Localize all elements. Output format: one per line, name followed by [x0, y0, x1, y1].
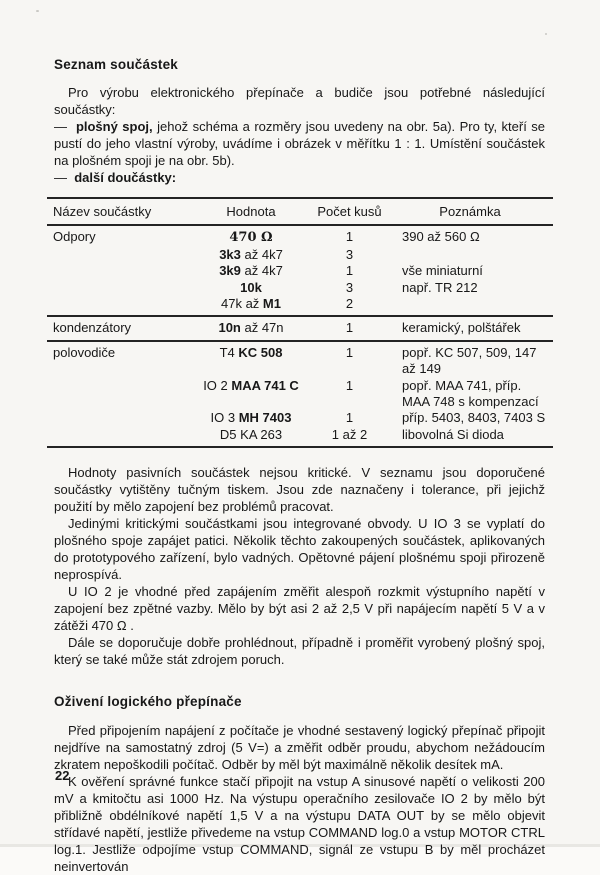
count-cell: 1 [345, 320, 354, 336]
table-group-odpory [47, 226, 553, 317]
column-header-poznamka: Poznámka [439, 204, 501, 219]
scan-speck [36, 10, 39, 12]
count-cell: 2 [345, 296, 354, 312]
list-item-plosny-spoj [54, 118, 545, 169]
count-cell: 1 [345, 344, 354, 360]
paragraph-k-overeni: K ověření správné funkce stačí připojit na vstup A sinusové napětí o velikosti 200 mV a kmitočtu asi 1000 Hz. Na výstupu operačního zesilovače IO 2 by mělo být přibližně obdélníkové napětí 1,5 V a na výstupu DATA OUT by se mělo objevit střídavé napětí, jestliže přivedeme na vstup COMMAND log.0 a vstup MOTOR CTRL log.1. Jestliže odpojíme vstup COMMAND, signál ze vstupu B by měl procházet neinvertován [54, 774, 545, 875]
paragraph-pred-pripojenim: Před připojením napájení z počítače je vhodné sestavený logický přepínač připojit nejdříve na samostatný zdroj (5 V=) a změřit odběr proudu, abychom nežádoucím zkratem nepoškodili počítač. Odběr by měl být maximálně několik desítek mA. [54, 723, 545, 773]
note-cell: popř. KC 507, 509, 147 až 149 [402, 344, 537, 377]
note-cell: 390 až 560 Ω [402, 229, 480, 245]
column-header-nazev: Název součástky [53, 204, 152, 219]
value-cell: 10n až 47n [218, 320, 284, 336]
count-cell: 3 [345, 246, 354, 262]
note-line-1: popř. MAA 741, příp. [402, 377, 522, 393]
count-cell: 1 [345, 410, 354, 426]
note-cell [387, 247, 553, 263]
note-cell: např. TR 212 [402, 279, 478, 295]
value-cell: 470 Ω [229, 230, 273, 246]
dash-marker: — [54, 170, 67, 185]
table-group-polovodice [47, 342, 553, 448]
section-heading-seznam-soucastek: Seznam součástek [54, 57, 179, 72]
note-cell: vše miniaturní [402, 263, 483, 279]
intro-paragraph [54, 84, 545, 118]
dash-marker: — [54, 119, 67, 134]
section-heading-oziveni: Oživení logického přepínače [54, 694, 242, 710]
table-row [47, 427, 553, 443]
note-cell: příp. 5403, 8403, 7403 S [402, 410, 546, 426]
table-row [47, 247, 553, 263]
paragraph-hodnoty: Hodnoty pasivních součástek nejsou kritické. V seznamu jsou doporučené součástky vytištěny tučným tiskem. Jsou zde naznačeny i tolerance, při jejichž použití by mělo zapojení bez problémů pracovat. [54, 465, 545, 515]
list-item-bold-text: další doučástky: [74, 170, 177, 185]
note-cell: keramický, polštářek [402, 320, 521, 336]
note-cell [387, 296, 553, 312]
value-cell: 3k9 až 4k7 [219, 263, 283, 279]
paragraph-u-io2: U IO 2 je vhodné před zapájením změřit alespoň rozkmit výstupního napětí v zapojení bez zpětné vazby. Mělo by být asi 2 až 2,5 V při napájecím napětí 5 V a v zátěži 470 Ω . [54, 584, 545, 634]
page-number: 22 [55, 768, 70, 783]
table-row [47, 345, 553, 378]
list-item-rest-text: jehož schéma a rozměry jsou uvedeny na obr. 5a). Pro ty, kteří se pustí do jeho vlastní výroby, uvádíme i obrázek v měřítku 1 : 1. Umístění součástek na plošném spoji je na obr. 5b). [54, 119, 545, 168]
value-cell: D5 KA 263 [219, 426, 283, 442]
value-cell: IO 2 MAA 741 C [203, 377, 299, 393]
count-cell: 1 [345, 377, 354, 393]
count-cell: 1 až 2 [331, 426, 368, 442]
paragraph-dale: Dále se doporučuje dobře prohlédnout, případně i proměřit vyrobený plošný spoj, který se také může stát zdrojem poruch. [54, 635, 545, 668]
count-cell: 3 [345, 279, 354, 295]
value-cell: 3k3 až 4k7 [219, 246, 283, 262]
table-row [47, 320, 553, 336]
group-label: polovodiče [53, 344, 116, 360]
column-header-pocet: Počet kusů [317, 204, 382, 219]
table-row [47, 280, 553, 296]
table-row [47, 296, 553, 312]
scan-speck [545, 33, 547, 35]
table-header-row [47, 199, 553, 226]
note-line-2: MAA 748 s kompenzací [402, 394, 539, 410]
value-cell: IO 3 MH 7403 [210, 410, 292, 426]
table-row [47, 378, 553, 411]
list-item-dalsi-doucastky [54, 169, 545, 186]
body-text-block-2 [54, 722, 545, 875]
column-header-hodnota: Hodnota [226, 204, 276, 219]
note-cell [387, 378, 553, 411]
count-cell: 1 [345, 229, 354, 245]
group-label: Odpory [53, 229, 96, 245]
body-text-block [54, 464, 545, 668]
paragraph-jedinymi: Jedinými kritickými součástkami jsou integrované obvody. U IO 3 se vyplatí do plošného spoje zapájet patici. Několik těchto zakoupených součástek, aplikovaných do prototypového zařízení, bylo vadných. Opětovné pájení plošnému spoji přirozeně neprospívá. [54, 516, 545, 583]
value-cell: T4 KC 508 [219, 344, 283, 360]
list-item-bold-text: plošný spoj, [75, 119, 153, 134]
table-row [47, 410, 553, 426]
count-cell: 1 [345, 263, 354, 279]
note-cell: libovolná Si dioda [402, 426, 504, 442]
table-row [47, 263, 553, 279]
value-cell: 10k [240, 279, 262, 295]
table-row [47, 229, 553, 246]
group-label: kondenzátory [53, 320, 132, 336]
intro-text: Pro výrobu elektronického přepínače a budiče jsou potřebné následující součástky: [54, 85, 545, 117]
value-cell: 47k až M1 [221, 296, 281, 312]
table-group-kondenzatory [47, 317, 553, 341]
components-table [47, 197, 553, 448]
